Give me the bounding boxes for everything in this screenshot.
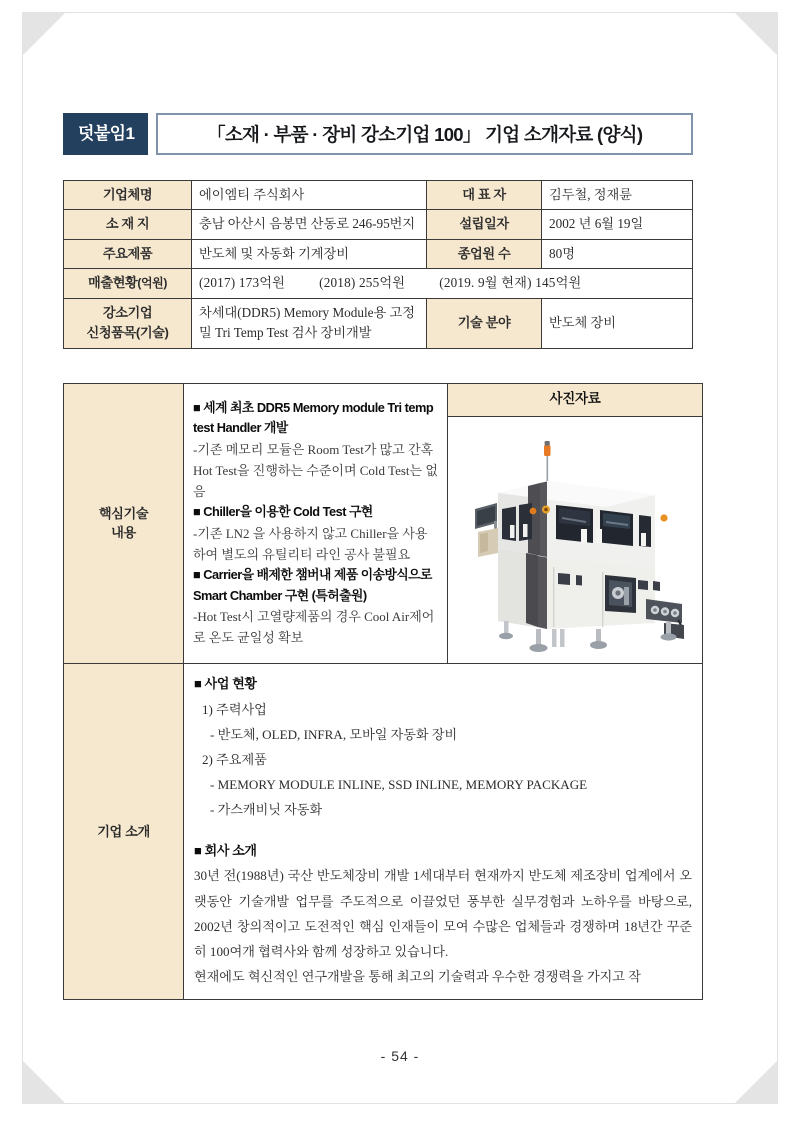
- photo-section-title: 사진자료: [448, 384, 702, 417]
- table-row-core-tech: [64, 384, 703, 664]
- intro-heading-company-profile: ■ 회사 소개: [194, 842, 257, 858]
- page-corner-fold-bottom-right: [735, 1061, 777, 1103]
- revenue-2019: (2019. 9월 현재) 145억원: [439, 275, 582, 291]
- field-value-revenue: [192, 269, 693, 298]
- field-label-application-item: [64, 298, 192, 348]
- document-header: [63, 113, 693, 155]
- photo-wrapper: [448, 384, 702, 663]
- attachment-badge: 덧붙임1: [63, 113, 148, 155]
- field-label-main-product: 주요제품: [64, 239, 192, 268]
- revenue-label-main: 매출현황: [88, 275, 138, 291]
- core-tech-content-cell: [184, 384, 448, 664]
- intro-item-2-title: 2) 주요제품: [202, 752, 267, 768]
- core-tech-heading-3: ■ Carrier을 배제한 챔버내 제품 이송방식으로 Smart Chamber 구현 (특허출원): [193, 566, 432, 603]
- field-label-founded-date: 설립일자: [427, 210, 542, 239]
- intro-item-1-detail: - 반도체, OLED, INFRA, 모바일 자동화 장비: [210, 727, 458, 742]
- field-label-revenue: [64, 269, 192, 298]
- page-number: - 54 -: [380, 1048, 420, 1064]
- core-tech-desc-3: -Hot Test시 고열량제품의 경우 Cool Air제어로 온도 균일성 확보: [193, 609, 435, 646]
- company-info-table: [63, 180, 693, 349]
- intro-spacer: [194, 823, 692, 839]
- section-label-core-tech: [64, 384, 184, 664]
- field-label-tech-field: 기술 분야: [427, 298, 542, 348]
- field-value-ceo: 김두철, 정재륜: [542, 181, 693, 210]
- intro-item-2-detail-2: - 가스캐비닛 자동화: [210, 802, 323, 818]
- content-table: [63, 383, 703, 1000]
- core-tech-body: [184, 393, 447, 655]
- table-row: [64, 269, 693, 298]
- revenue-label-unit: (억원): [137, 276, 167, 291]
- page-title: 「소재 · 부품 · 장비 강소기업 100」 기업 소개자료 (양식): [207, 123, 643, 145]
- intro-paragraph-2: 현재에도 혁신적인 연구개발을 통해 최고의 기술력과 우수한 경쟁력을 가지고 작: [194, 968, 641, 984]
- section-label-company-intro: 기업 소개: [64, 663, 184, 999]
- field-value-address: 충남 아산시 음봉면 산동로 246-95번지: [192, 210, 427, 239]
- core-tech-label-line1: 핵심기술: [98, 505, 149, 521]
- field-value-tech-field: 반도체 장비: [542, 298, 693, 348]
- revenue-2017: (2017) 173억원: [199, 275, 286, 291]
- table-row: [64, 239, 693, 268]
- core-tech-heading-2: ■ Chiller을 이용한 Cold Test 구현: [193, 504, 373, 520]
- page-corner-fold-bottom-left: [23, 1061, 65, 1103]
- field-value-employees: 80명: [542, 239, 693, 268]
- field-label-address: 소 재 지: [64, 210, 192, 239]
- intro-heading-business-status: ■ 사업 현황: [194, 675, 257, 691]
- field-value-main-product: 반도체 및 자동화 기계장비: [192, 239, 427, 268]
- field-value-application-item: 차세대(DDR5) Memory Module용 고정밀 Tri Temp Test 검사 장비개발: [192, 298, 427, 348]
- intro-item-1-title: 1) 주력사업: [202, 701, 267, 717]
- table-row: [64, 210, 693, 239]
- document-title-box: [156, 113, 693, 155]
- application-item-label-line1: 강소기업: [102, 304, 153, 320]
- field-label-company-name: 기업체명: [64, 181, 192, 210]
- photo-cell: [448, 384, 703, 664]
- field-value-company-name: 에이엠티 주식회사: [192, 181, 427, 210]
- core-tech-label-line2: 내용: [111, 525, 136, 541]
- application-item-label-line2: 신청품목(기술): [86, 325, 169, 341]
- intro-item-2-detail-1: - MEMORY MODULE INLINE, SSD INLINE, MEMORY PACKAGE: [210, 777, 588, 793]
- intro-paragraph-1: 30년 전(1988년) 국산 반도체장비 개발 1세대부터 현재까지 반도체 제조장비 업계에서 오랫동안 기술개발 업무를 주도적으로 이끌었던 풍부한 실무경험과 노하우를 바탕으로, 2002년 창의적이고 도전적인 핵심 인재들이 모여 수많은 업체들과 경쟁하며 18년간 꾸준히 100여개 협력사와 함께 성장하고 있습니다.: [194, 868, 692, 959]
- page-corner-fold-top-left: [23, 13, 65, 55]
- core-tech-desc-1: -기존 메모리 모듈은 Room Test가 많고 간혹 Hot Test을 진행하는 수준이며 Cold Test는 없음: [193, 441, 438, 500]
- field-value-founded-date: 2002 년 6월 19일: [542, 210, 693, 239]
- core-tech-desc-2: -기존 LN2 을 사용하지 않고 Chiller을 사용하여 별도의 유틸리티 라인 공사 불필요: [193, 525, 428, 562]
- page-footer: [0, 1048, 800, 1064]
- field-label-employees: 종업원 수: [427, 239, 542, 268]
- page-corner-fold-top-right: [735, 13, 777, 55]
- test-handler-machine-photo: [448, 417, 702, 663]
- company-intro-content-cell: [184, 663, 703, 999]
- table-row: [64, 181, 693, 210]
- photo-area: [448, 417, 702, 663]
- table-row: [64, 298, 693, 348]
- core-tech-heading-1: ■ 세계 최초 DDR5 Memory module Tri temp test Handler 개발: [193, 399, 434, 436]
- revenue-2018: (2018) 255억원: [319, 275, 406, 291]
- field-label-ceo: 대 표 자: [427, 181, 542, 210]
- company-intro-body: [184, 664, 702, 999]
- table-row-company-intro: [64, 663, 703, 999]
